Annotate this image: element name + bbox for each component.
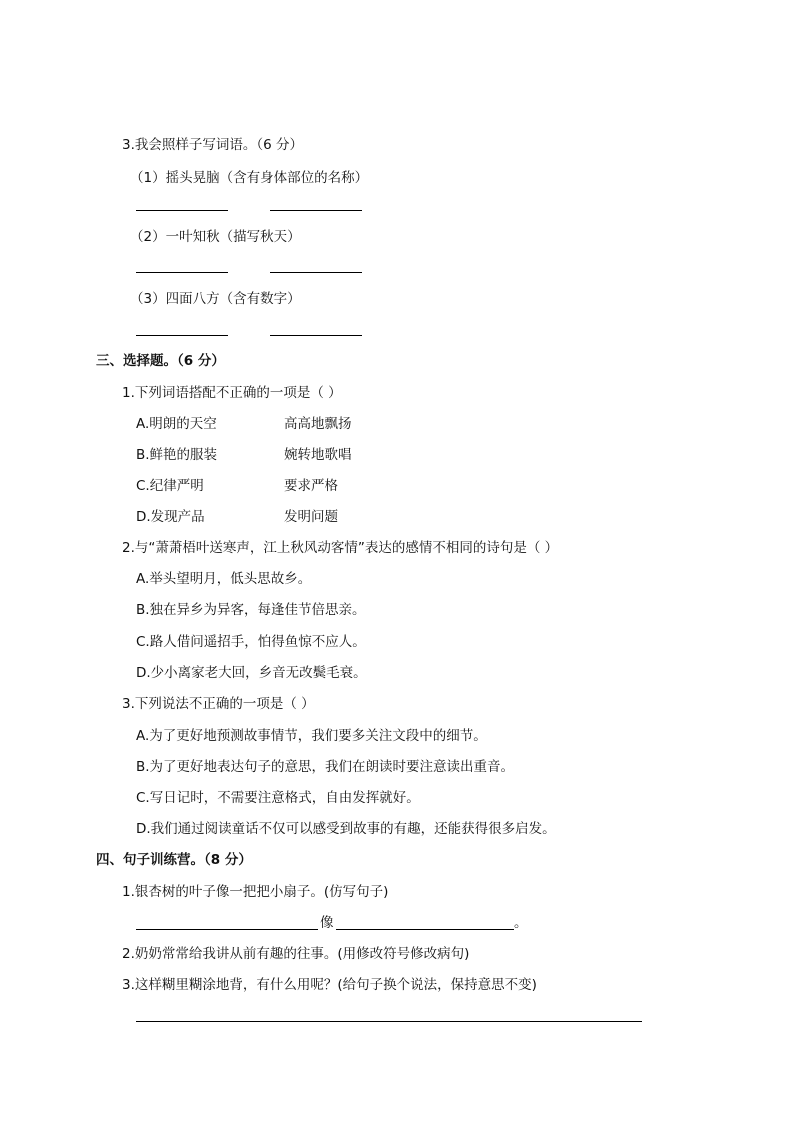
word-question-item-1: （1）摇头晃脑（含有身体部位的名称） bbox=[130, 170, 369, 186]
option: D.我们通过阅读童话不仅可以感受到故事的有趣，还能获得很多启发。 bbox=[136, 821, 556, 837]
option-right: 婉转地歌唱 bbox=[284, 447, 352, 463]
question-stem: 2.奶奶常常给我讲从前有趣的往事。(用修改符号修改病句) bbox=[122, 946, 470, 962]
question-stem: 3.这样糊里糊涂地背，有什么用呢？(给句子换个说法，保持意思不变) bbox=[122, 977, 537, 993]
option-left: A.明朗的天空 bbox=[136, 416, 217, 432]
section-heading-sentence: 四、句子训练营。（8 分） bbox=[96, 852, 252, 868]
option-right: 发明问题 bbox=[284, 509, 338, 525]
option: B.为了更好地表达句子的意思，我们在朗读时要注意读出重音。 bbox=[136, 759, 515, 775]
question-stem: 2.与“萧萧梧叶送寒声，江上秋风动客情”表达的感情不相同的诗句是（ ） bbox=[122, 540, 559, 556]
word-question-item-3: （3）四面八方（含有数字） bbox=[130, 291, 301, 307]
option: A.为了更好地预测故事情节，我们要多关注文段中的细节。 bbox=[136, 728, 487, 744]
answer-line[interactable] bbox=[136, 1021, 642, 1022]
imitation-middle-word: 像 bbox=[320, 915, 334, 931]
option-left: D.发现产品 bbox=[136, 509, 205, 525]
word-question-item-2: （2）一叶知秋（描写秋天） bbox=[130, 229, 301, 245]
question-stem: 3.下列说法不正确的一项是（ ） bbox=[122, 696, 315, 712]
option-right: 高高地飘扬 bbox=[284, 416, 352, 432]
option: D.少小离家老大回，乡音无改鬓毛衰。 bbox=[136, 665, 367, 681]
option: B.独在异乡为异客，每逢佳节倍思亲。 bbox=[136, 602, 366, 618]
word-question-title: 3.我会照样子写词语。（6 分） bbox=[122, 137, 304, 153]
answer-blank[interactable] bbox=[270, 272, 362, 273]
option: C.路人借问遥招手，怕得鱼惊不应人。 bbox=[136, 634, 366, 650]
option: C.写日记时，不需要注意格式，自由发挥就好。 bbox=[136, 790, 420, 806]
answer-blank[interactable] bbox=[136, 272, 228, 273]
answer-blank[interactable] bbox=[136, 929, 318, 930]
question-stem: 1.银杏树的叶子像一把把小扇子。(仿写句子) bbox=[122, 884, 389, 900]
section-heading-choice: 三、选择题。（6 分） bbox=[96, 353, 225, 369]
answer-blank[interactable] bbox=[136, 335, 228, 336]
option: A.举头望明月，低头思故乡。 bbox=[136, 571, 312, 587]
question-stem: 1.下列词语搭配不正确的一项是（ ） bbox=[122, 385, 342, 401]
answer-blank[interactable] bbox=[336, 929, 514, 930]
option-left: C.纪律严明 bbox=[136, 478, 204, 494]
option-right: 要求严格 bbox=[284, 478, 338, 494]
answer-blank[interactable] bbox=[270, 210, 362, 211]
answer-blank[interactable] bbox=[136, 210, 228, 211]
imitation-end-mark: 。 bbox=[514, 915, 528, 931]
answer-blank[interactable] bbox=[270, 335, 362, 336]
option-left: B.鲜艳的服装 bbox=[136, 447, 218, 463]
